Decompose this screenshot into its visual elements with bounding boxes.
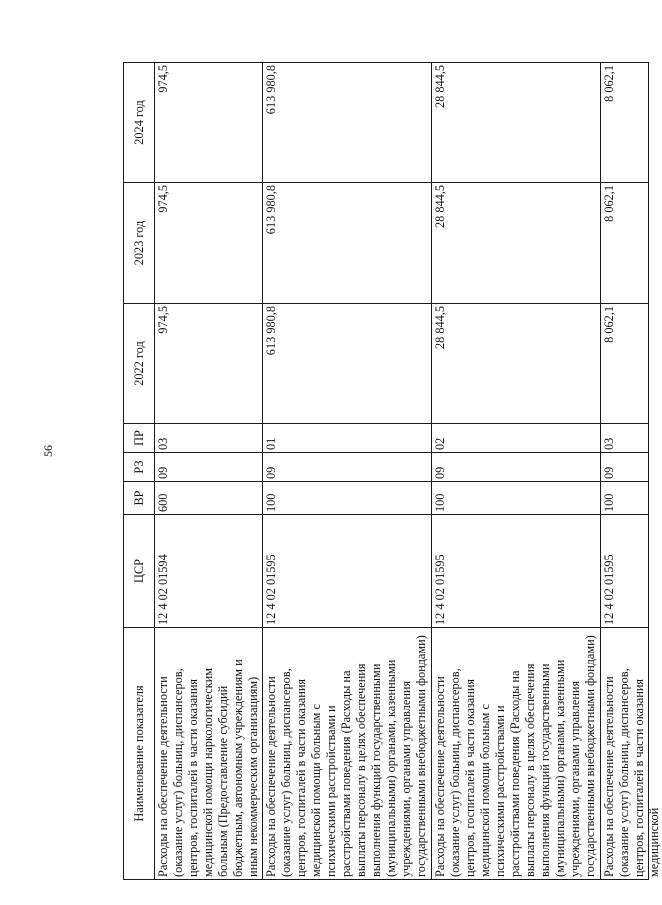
- row-pr: 02: [432, 424, 601, 453]
- header-row: [124, 63, 155, 880]
- header-2023: 2023 год: [124, 183, 155, 304]
- row-csr: 12 4 02 01595: [601, 515, 649, 628]
- row-2022: 8 062,1: [601, 304, 649, 424]
- row-name: Расходы на обеспечение деятельности (оказание услуг) больниц, диспансеров, центров, госпиталей в части оказания медицинской помощи больным с психическими расстройствами и расстройствами поведения (Расходы на выплаты персоналу в целях обеспечения выполнения функций государственными (муниципальными) органами, казенными учреждениями, органами управления государственными внебюджетными фондами): [263, 628, 432, 880]
- row-2024: 8 062,1: [601, 63, 649, 183]
- row-2023: 613 980,8: [263, 183, 432, 304]
- row-vr: 100: [432, 482, 601, 515]
- table-row: [263, 63, 432, 880]
- row-vr: 100: [601, 482, 649, 515]
- header-name: Наименование показателя: [124, 628, 155, 880]
- row-vr: 100: [263, 482, 432, 515]
- row-name: Расходы на обеспечение деятельности (оказание услуг) больниц, диспансеров, центров, госпиталей в части оказания медицинской помощи наркологическим больным (Предоставление субсидий бюджетным, автономным учреждениям и иным некоммерческим организациям): [155, 628, 263, 880]
- table-row: [432, 63, 601, 880]
- page-number: 56: [41, 445, 55, 457]
- row-2024: 28 844,5: [432, 63, 601, 183]
- row-csr: 12 4 02 01594: [155, 515, 263, 628]
- table-row: [601, 63, 649, 880]
- header-pr: ПР: [124, 424, 155, 453]
- header-2024: 2024 год: [124, 63, 155, 183]
- header-csr: ЦСР: [124, 515, 155, 628]
- row-pr: 03: [155, 424, 263, 453]
- budget-table-rotated: [123, 63, 661, 880]
- header-vr: ВР: [124, 482, 155, 515]
- row-2022: 974,5: [155, 304, 263, 424]
- row-pr: 01: [263, 424, 432, 453]
- header-rz: РЗ: [124, 453, 155, 482]
- row-2023: 28 844,5: [432, 183, 601, 304]
- row-2024: 974,5: [155, 63, 263, 183]
- row-2023: 974,5: [155, 183, 263, 304]
- row-vr: 600: [155, 482, 263, 515]
- row-2024: 613 980,8: [263, 63, 432, 183]
- row-pr: 03: [601, 424, 649, 453]
- row-2022: 28 844,5: [432, 304, 601, 424]
- header-2022: 2022 год: [124, 304, 155, 424]
- row-csr: 12 4 02 01595: [432, 515, 601, 628]
- budget-table: [123, 62, 661, 880]
- table-row: [155, 63, 263, 880]
- row-name-cell: [601, 628, 661, 880]
- row-csr: 12 4 02 01595: [263, 515, 432, 628]
- row-rz: 09: [155, 453, 263, 482]
- row-rz: 09: [601, 453, 649, 482]
- row-2023: 8 062,1: [601, 183, 649, 304]
- row-name: Расходы на обеспечение деятельности (оказание услуг) больниц, диспансеров, центров, госпиталей в части оказания медицинской: [602, 668, 661, 877]
- row-rz: 09: [263, 453, 432, 482]
- row-rz: 09: [432, 453, 601, 482]
- row-2022: 613 980,8: [263, 304, 432, 424]
- row-name: Расходы на обеспечение деятельности (оказание услуг) больниц, диспансеров, центров, госпиталей в части оказания медицинской помощи больным с психическими расстройствами и расстройствами поведения (Расходы на выплаты персоналу в целях обеспечения выполнения функций государственными (муниципальными) органами, казенными учреждениями, органами управления государственными внебюджетными фондами): [432, 628, 601, 880]
